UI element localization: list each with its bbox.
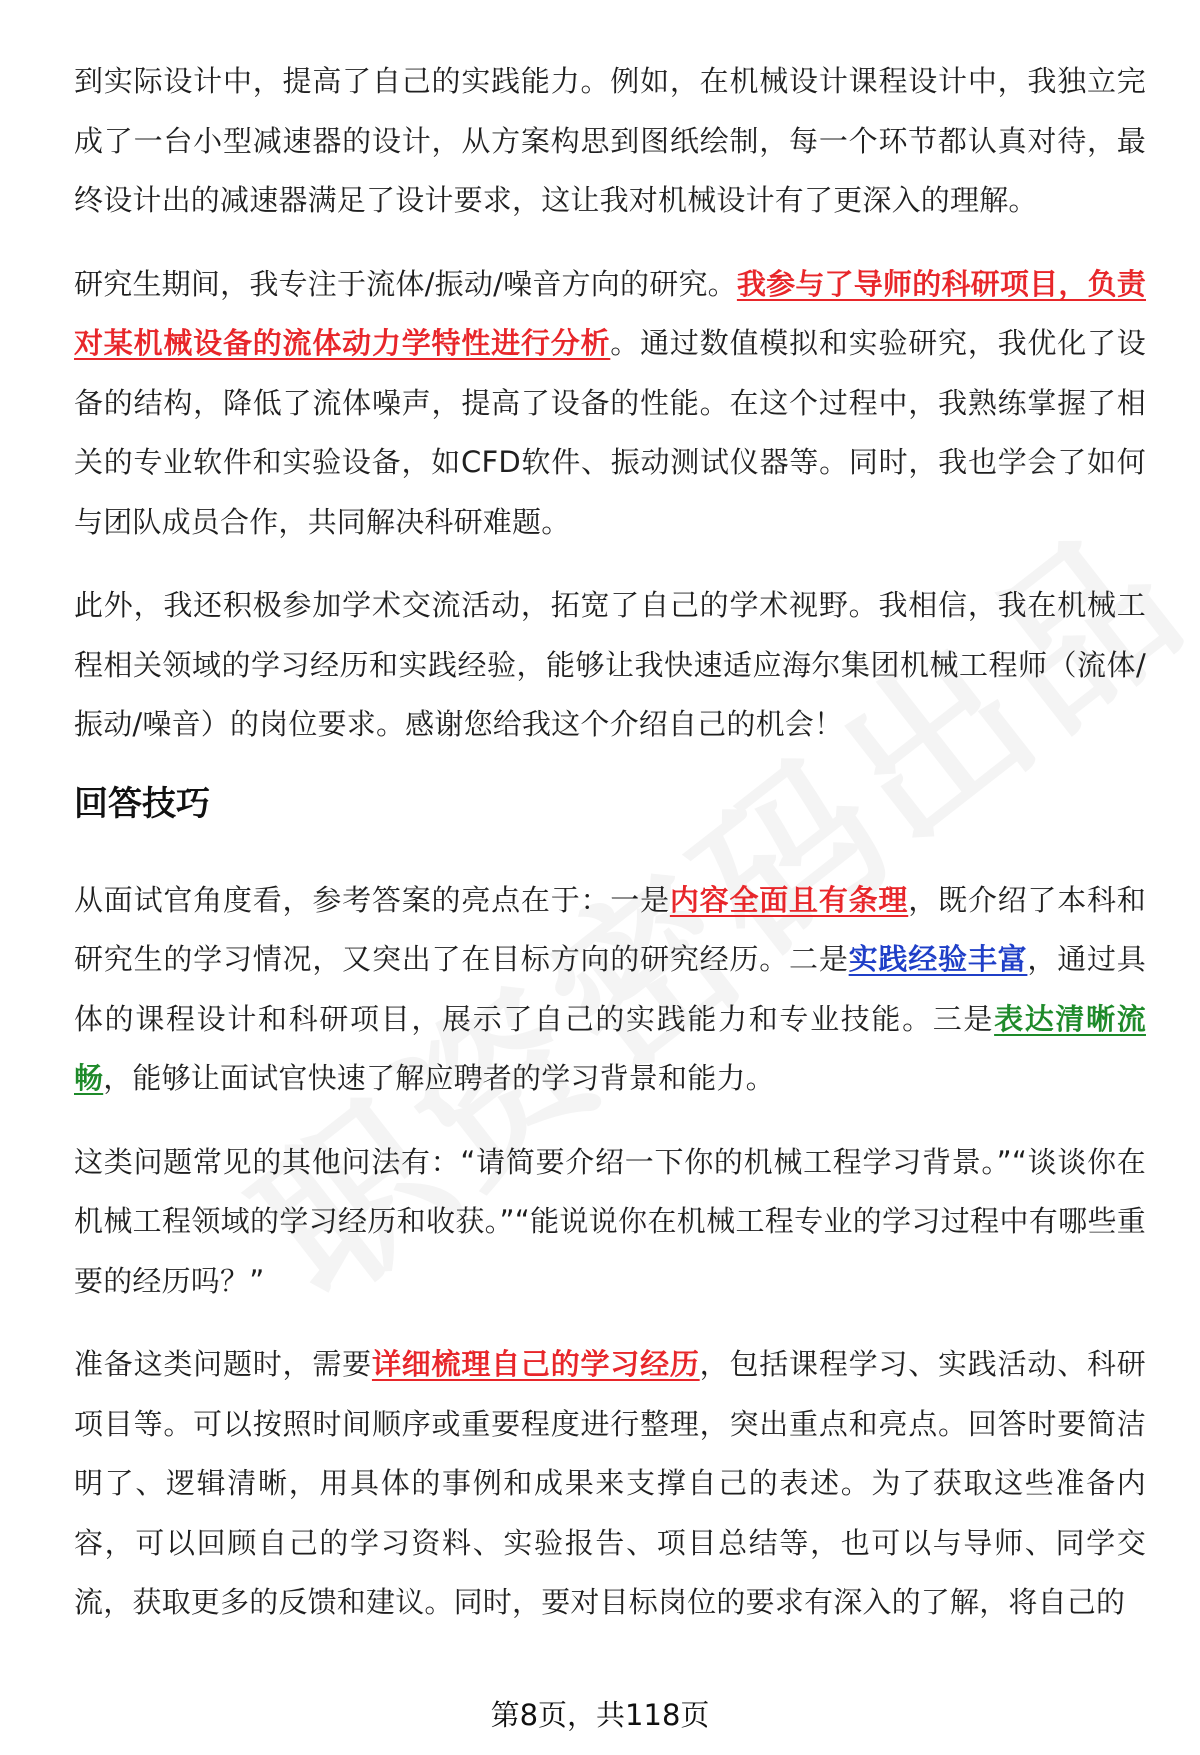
page-number: 第8页，共118页 [490,1698,710,1732]
paragraph-alternative-questions: 这类问题常见的其他问法有：“请简要介绍一下你的机械工程学习背景。”“谈谈你在机械工程领域的学习经历和收获。”“能说说你在机械工程专业的学习过程中有哪些重要的经历吗？” [74,1144,1146,1298]
paragraph-text: ，通过具体的课程设计和科研项目，展示了自己的实践能力和专业技能。三是 [74,942,1146,1036]
document-body [74,52,1146,1657]
highlight-research-project: 我参与了导师的科研项目，负责对某机械设备的流体动力学特性进行分析 [74,266,1146,360]
paragraph-text: ，能够让面试官快速了解应聘者的学习背景和能力。 [103,1061,775,1095]
paragraph-graduate-research [74,255,1146,553]
section-title-answer-tips: 回答技巧 [74,783,210,824]
paragraph-preparation [74,1335,1146,1633]
paragraph-text: ，包括课程学习、实践活动、科研项目等。可以按照时间顺序或重要程度进行整理，突出重点和亮点。回答时要简洁明了、逻辑清晰，用具体的事例和成果来支撑自己的表述。为了获取这些准备内容，可以回顾自己的学习资料、实验报告、项目总结等，也可以与导师、同学交流，获取更多的反馈和建议。同时，要对目标岗位的要求有深入的了解，将自己的 [74,1347,1146,1619]
highlight-practice-experience: 实践经验丰富 [848,942,1028,976]
paragraph-text: 从面试官角度看，参考答案的亮点在于：一是 [74,882,670,917]
paragraph-text: ，既介绍了本科和研究生的学习情况，又突出了在目标方向的研究经历。二是 [74,882,1146,976]
paragraph-closing: 此外，我还积极参加学术交流活动，拓宽了自己的学术视野。我相信，我在机械工程相关领域的学习经历和实践经验，能够让我快速适应海尔集团机械工程师（流体/振动/噪音）的岗位要求。感谢您给我这个介绍自己的机会！ [74,588,1146,741]
paragraph-text: 研究生期间，我专注于流体/振动/噪音方向的研究。 [74,266,737,301]
paragraph-text: 准备这类问题时，需要 [74,1347,372,1381]
paragraph-undergrad-practice: 到实际设计中，提高了自己的实践能力。例如，在机械设计课程设计中，我独立完成了一台小型减速器的设计，从方案构思到图纸绘制，每一个环节都认真对待，最终设计出的减速器满足了设计要求，这让我对机械设计有了更深入的理解。 [74,64,1146,217]
paragraph-text: 。通过数值模拟和实验研究，我优化了设备的结构，降低了流体噪声，提高了设备的性能。在这个过程中，我熟练掌握了相关的专业软件和实验设备，如CFD软件、振动测试仪器等。同时，我也学会了如何与团队成员合作，共同解决科研难题。 [74,326,1146,539]
highlight-clear-expression: 表达清晰流畅 [74,1001,1146,1095]
paragraph-highlights [74,871,1146,1109]
highlight-review-experience: 详细梳理自己的学习经历 [371,1347,700,1381]
highlight-comprehensive: 内容全面且有条理 [669,882,909,917]
